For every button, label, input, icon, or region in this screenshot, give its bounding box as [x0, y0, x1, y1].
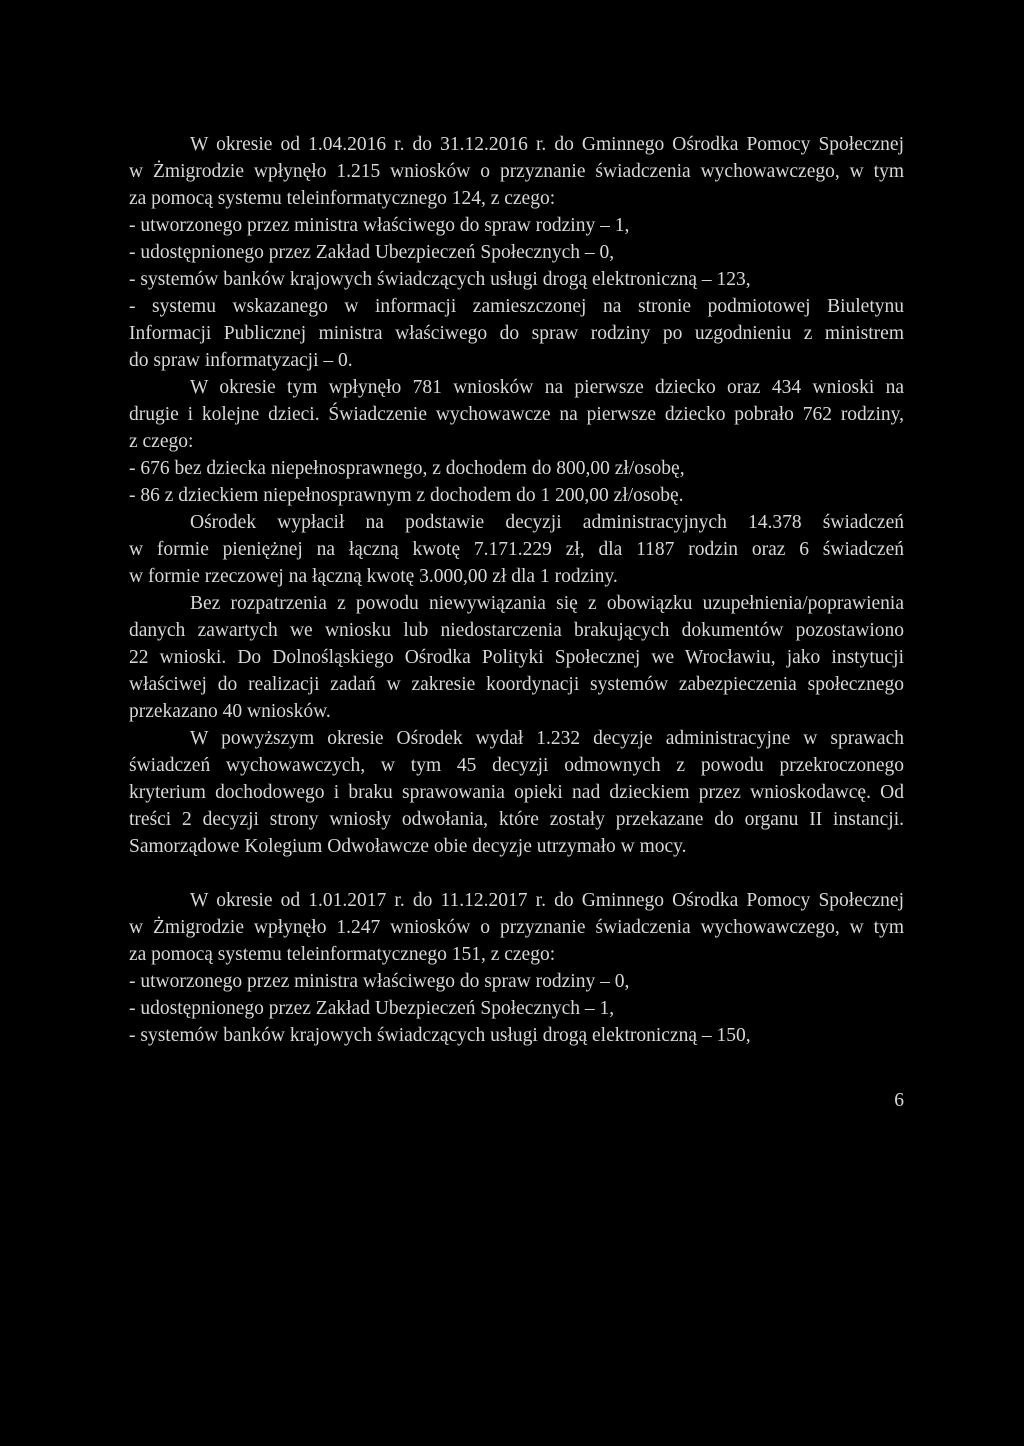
text-line: - udostępnionego przez Zakład Ubezpieczeń Społecznych – 1, — [129, 998, 615, 1019]
text-line: - systemów banków krajowych świadczących usługi drogą elektroniczną – 150, — [129, 1025, 751, 1046]
text-line: za pomocą systemu teleinformatycznego 151, z czego: — [129, 944, 556, 965]
text-line: właściwej do realizacji zadań w zakresie koordynacji systemów zabezpieczenia społecznego — [129, 674, 904, 695]
text-line: - 86 z dzieckiem niepełnosprawnym z dochodem do 1 200,00 zł/osobę. — [129, 485, 684, 506]
text-line: do spraw informatyzacji – 0. — [129, 350, 353, 371]
text-line: W okresie od 1.01.2017 r. do 11.12.2017 r. do Gminnego Ośrodka Pomocy Społecznej — [190, 890, 904, 911]
text-line: z czego: — [129, 431, 194, 452]
text-line: drugie i kolejne dzieci. Świadczenie wychowawcze na pierwsze dziecko pobrało 762 rodziny, — [129, 404, 904, 425]
text-line: za pomocą systemu teleinformatycznego 124, z czego: — [129, 188, 556, 209]
text-line: W okresie tym wpłynęło 781 wniosków na pierwsze dziecko oraz 434 wnioski na — [190, 377, 904, 398]
text-line: - systemów banków krajowych świadczących usługi drogą elektroniczną – 123, — [129, 269, 751, 290]
text-line: - udostępnionego przez Zakład Ubezpieczeń Społecznych – 0, — [129, 242, 615, 263]
text-line: - utworzonego przez ministra właściwego do spraw rodziny – 1, — [129, 215, 630, 236]
text-line: Ośrodek wypłacił na podstawie decyzji administracyjnych 14.378 świadczeń — [190, 512, 904, 533]
text-line: - systemu wskazanego w informacji zamieszczonej na stronie podmiotowej Biuletynu — [129, 296, 904, 317]
text-line: w formie pieniężnej na łączną kwotę 7.171.229 zł, dla 1187 rodzin oraz 6 świadczeń — [129, 539, 904, 560]
text-line: w formie rzeczowej na łączną kwotę 3.000,00 zł dla 1 rodziny. — [129, 566, 618, 587]
text-line: Bez rozpatrzenia z powodu niewywiązania się z obowiązku uzupełnienia/poprawienia — [190, 593, 904, 614]
text-line: Informacji Publicznej ministra właściwego do spraw rodziny po uzgodnieniu z ministrem — [129, 323, 904, 344]
text-line: kryterium dochodowego i braku sprawowania opieki nad dzieckiem przez wnioskodawcę. Od — [129, 782, 904, 803]
text-line: przekazano 40 wniosków. — [129, 701, 331, 722]
text-line: świadczeń wychowawczych, w tym 45 decyzji odmownych z powodu przekroczonego — [129, 755, 904, 776]
text-line: danych zawartych we wniosku lub niedostarczenia brakujących dokumentów pozostawiono — [129, 620, 904, 641]
text-line: W okresie od 1.04.2016 r. do 31.12.2016 r. do Gminnego Ośrodka Pomocy Społecznej — [190, 134, 904, 155]
text-line: - 676 bez dziecka niepełnosprawnego, z dochodem do 800,00 zł/osobę, — [129, 458, 685, 479]
text-line: w Żmigrodzie wpłynęło 1.215 wniosków o przyznanie świadczenia wychowawczego, w tym — [129, 161, 904, 182]
text-line: Samorządowe Kolegium Odwoławcze obie decyzje utrzymało w mocy. — [129, 836, 687, 857]
text-line: w Żmigrodzie wpłynęło 1.247 wniosków o przyznanie świadczenia wychowawczego, w tym — [129, 917, 904, 938]
text-line: W powyższym okresie Ośrodek wydał 1.232 decyzje administracyjne w sprawach — [190, 728, 904, 749]
text-line: - utworzonego przez ministra właściwego do spraw rodziny – 0, — [129, 971, 630, 992]
page-number: 6 — [894, 1090, 904, 1111]
text-line: treści 2 decyzji strony wniosły odwołania, które zostały przekazane do organu II instancji. — [129, 809, 904, 830]
text-line: 22 wnioski. Do Dolnośląskiego Ośrodka Polityki Społecznej we Wrocławiu, jako instytucji — [129, 647, 904, 668]
